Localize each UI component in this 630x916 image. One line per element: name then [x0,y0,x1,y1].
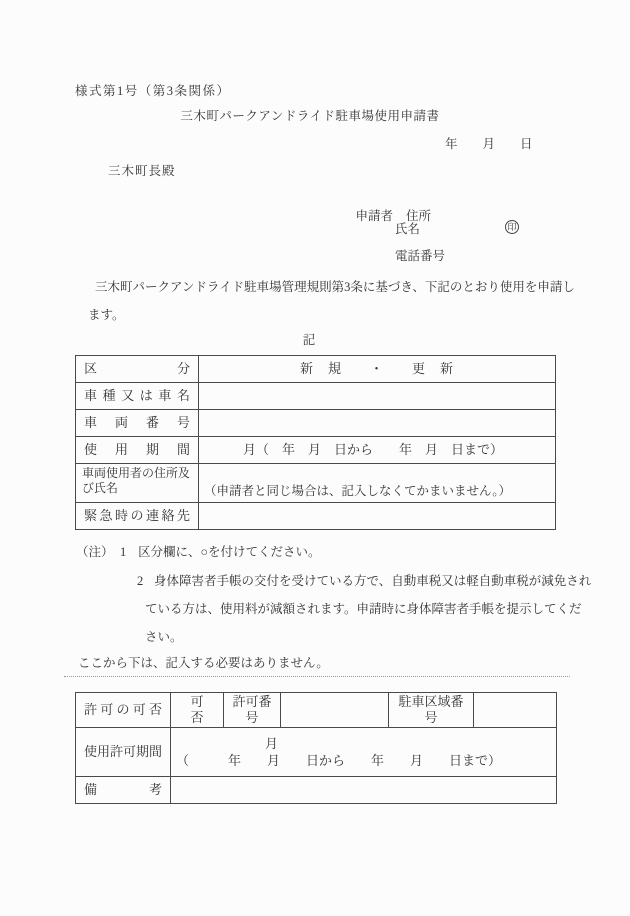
permit-period-line-1: 月 [265,736,279,751]
application-statement-line-1: 三木町パークアンドライド駐車場管理規則第3条に基づき、下記のとおり使用を申請し [95,280,575,294]
note-1-text: 区分欄に、○を付けてください。 [138,545,321,559]
addressee-line: 三木町長殿 [108,164,176,178]
dotted-separator [64,676,570,677]
permit-decision-value-cell: 可 否 [171,693,224,728]
seal-stamp-icon [505,220,519,234]
permit-table [75,692,557,804]
applicant-label: 申請者 [355,209,394,223]
permit-period-label-cell: 使用許可期間 [76,728,171,777]
application-statement-line-2: ます。 [88,308,125,322]
record-heading: 記 [302,333,318,347]
address-label: 住所 [406,209,432,223]
use-period-label-cell: 使用期間 [76,437,199,464]
remarks-value-cell [171,777,557,804]
category-label-cell: 区分 [76,356,199,383]
permit-decision-label-cell: 許可の可否 [76,693,171,728]
row-vehicle-number [76,410,556,437]
office-use-notice: ここから下は、記入する必要はありません。 [78,656,329,670]
phone-label: 電話番号 [395,249,446,263]
form-number: 様式第1号（第3条関係） [75,84,231,98]
permit-number-label-cell: 許可番号 [224,693,281,728]
row-permit-decision [76,693,557,728]
permit-period-value-cell [171,728,557,777]
emergency-contact-label-cell: 緊急時の連絡先 [76,503,199,530]
row-user-address-name [76,464,556,503]
note-2-line-1: 身体障害者手帳の交付を受けている方で、自動車税又は軽自動車税が減免され [154,574,592,588]
row-vehicle-type [76,383,556,410]
page-title: 三木町パークアンドライド駐車場使用申請書 [180,109,440,123]
note-1-number: 1 [120,545,127,559]
row-remarks [76,777,557,804]
permit-period-line-2: （ 年 月 日から 年 月 日まで） [176,753,502,768]
notes-marker: （注） [76,545,114,559]
note-2-number: 2 [137,574,144,588]
user-address-name-label-cell: 車両使用者の住所及び氏名 [76,464,199,503]
note-2-line-3: さい。 [145,630,183,644]
vehicle-type-label-cell: 車種又は車名 [76,383,199,410]
row-emergency-contact [76,503,556,530]
row-category [76,356,556,383]
remarks-label-cell: 備考 [76,777,171,804]
permit-number-value-cell [281,693,389,728]
row-use-period [76,437,556,464]
seal-character: 印 [507,221,517,232]
zone-number-label-cell: 駐車区域番号 [389,693,474,728]
vehicle-number-label-cell: 車両番号 [76,410,199,437]
application-table [75,355,556,530]
zone-number-value-cell [474,693,557,728]
vehicle-number-value-cell [199,410,556,437]
category-value-cell: 新 規 ・ 更 新 [199,356,556,383]
note-2-line-2: ている方は、使用料が減額されます。申請時に身体障害者手帳を提示してくだ [145,602,582,616]
vehicle-type-value-cell [199,383,556,410]
date-line: 年 月 日 [445,137,533,151]
emergency-contact-value-cell [199,503,556,530]
name-label: 氏名 [395,222,421,236]
use-period-value-cell: 月（ 年 月 日から 年 月 日まで） [199,437,556,464]
row-permit-period [76,728,557,777]
user-address-name-note-cell: （申請者と同じ場合は、記入しなくてかまいません。） [199,464,556,503]
